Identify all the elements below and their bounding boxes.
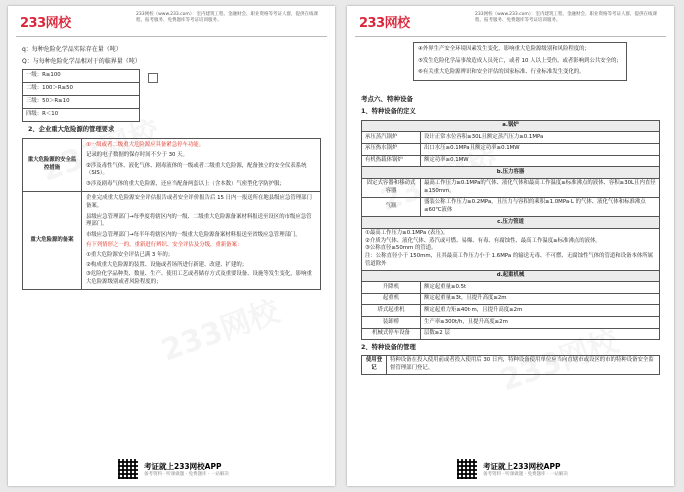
para: ④外界生产安全环境因素发生变化，影响重大危险源级别和风险程度的； [418,46,590,52]
page-header [16,9,327,37]
para: ②构成重大危险源的装置、设施或者场所进行新建、改建、扩建的； [86,261,248,268]
continued-cell [414,43,627,81]
para: 县级应急管理部门→每季度将辖区内的一级、二级重大危险源备案材料报送至设区的市级应急管理部门。 [86,213,312,228]
para: ②涉及毒性气体、液化气体、剧毒液体的一级或者二级重大危险源，配备独立的安全仪表系统（SIS）。 [86,162,307,177]
eq-name: 承压蒸汽锅炉 [362,132,421,144]
page-footer [8,458,335,480]
grade-cell: 二级：100＞R≥50 [23,83,140,96]
mgmt-title: 2、特种设备的管理 [361,344,416,352]
eq-name: 升降机 [362,282,421,294]
page-header [355,9,666,37]
eq-spec: 生产率≥300t/h，且提升高度≥2m [421,317,660,329]
para: ①一级或者二级重大危险源应具备紧急停车功能。 [86,141,205,148]
point-title: 考点六、特种设备 [361,94,413,103]
page-footer [347,458,674,480]
logo: 233网校 [20,16,71,31]
mgmt-table [361,355,660,375]
para: 注：公称直径小于 150mm，且其最高工作压力小于 1.6MPa 的输送无毒、不可燃、无腐蚀性气体的管道和设备本体所属管道除外 [365,253,654,267]
eq-name: 固定式容器和移动式容器 [362,178,421,197]
def-title: 1、特种设备的定义 [361,108,416,116]
eq-spec: 额定起重量≥3t，且提升高度≥2m [421,293,660,305]
special-equipment-table [361,120,660,340]
para: ③危险化学品种类、数量、生产、使用工艺或者储存方式及重要设备、设施等发生变化，影响重大危险源级别或者风险程度的； [86,271,312,285]
eq-spec: 额定起重力矩≥40t·m，且提升高度≥2m [421,305,660,317]
para: ②介质为气体、液化气体、蒸汽或可燃、易爆、有毒、有腐蚀性、最高工作温度≥标准沸点的液体。 [365,237,601,244]
footer-title: 考证就上233网校APP [483,462,561,471]
category-header: b.压力容器 [362,167,660,179]
expand-icon[interactable] [148,73,158,83]
eq-name: 装卸桥 [362,317,421,329]
header-text: 233网校（www.233.com）：室内建筑工程、金融财会、职业资格等考证人群，提供在线课程、报考服务、免费题库等考证培训服务。 [136,12,319,23]
left-page [8,6,335,486]
grade-table [22,69,140,122]
mgmt-label: 使用登记 [362,355,387,374]
eq-spec: 出口水压≥0.1MPa且额定功率≥0.1MW [421,143,660,155]
grade-cell: 三级：50＞R≥10 [23,96,140,109]
para: ①最高工作压力≥0.1MPa (表压)。 [365,230,449,237]
para: ③公称直径≥50mm 的管道。 [365,245,437,252]
eq-name: 气瓶 [362,197,421,216]
eq-name: 塔式起重机 [362,305,421,317]
grade-cell: 一级：R≥100 [23,70,140,83]
header-text: 233网校（www.233.com）：室内建筑工程、金融财会、职业资格等考证人群，提供在线课程、报考服务、免费题库等考证培训服务。 [475,12,658,23]
para: 有下列情形之一的，重新进行辨识、安全评估及分级，重新备案： [86,242,243,249]
row-content [82,138,321,192]
q-line: q：每种危险化学品实际存在量（吨） [22,46,122,53]
para: ⑥有关重大危险源辨识和安全评估的国家标准、行业标准发生变化的。 [418,69,585,76]
right-content [361,42,660,375]
category-header: c.压力管道 [362,217,660,229]
qr-code [457,459,477,479]
eq-spec: 最高工作压力≥0.1MPa的气体、液化气体和最高工作温度≥标准沸点的液体、容积≥30L且内直径≥150mm。 [421,178,660,197]
footer-title: 考证就上233网校APP [144,462,222,471]
eq-name: 机械式停车设备 [362,328,421,340]
eq-name: 有机热载体锅炉 [362,155,421,167]
footer-subtitle: 备考资料 · 听课做题 · 免费题库 · 一站解决 [483,472,568,477]
para: ③涉及剧毒气体的重大危险源，还应当配备两套以上（含本数）气密型化学防护服； [86,180,285,187]
row-label: 重大危险源的安全监控措施 [23,138,82,192]
row-content [82,192,321,290]
category-header: a.锅炉 [362,120,660,132]
section-title: 2、企业重大危险源的管理要求 [28,126,115,133]
para: 记录的电子数据的保存时间不少于 30 天。 [86,152,188,159]
footer-subtitle: 备考资料 · 听课做题 · 免费题库 · 一站解决 [144,472,229,477]
category-header: d.起重机械 [362,270,660,282]
eq-spec: 盛装公称工作压力≥0.2MPa，且压力与容积的乘积≥1.0MPa·L 的气体、液化气体和标准沸点≤60℃液体 [421,197,660,216]
continued-table [413,42,627,81]
para: 市级应急管理部门→每半年将辖区内的一级重大危险源备案材料报送至省级应急管理部门。 [86,231,301,238]
pipe-spec [362,228,660,270]
header-divider [355,36,666,37]
eq-spec: 额定功率≥0.1MW [421,155,660,167]
management-table [22,138,321,291]
eq-spec: 额定起重量≥0.5t [421,282,660,294]
eq-name: 承压热水锅炉 [362,143,421,155]
right-page [347,6,674,486]
eq-spec: 层数≥2 层 [421,328,660,340]
qr-code [118,459,138,479]
para: ⑤发生危险化学品事故造成人员死亡，或者 10 人以上受伤，或者影响到公共安全的； [418,57,622,64]
eq-spec: 设计正常水位容积≥30L且额定蒸汽压力≥0.1MPa [421,132,660,144]
logo: 233网校 [359,16,410,31]
para: ①重大危险源安全评估已满 3 年的； [86,252,174,259]
eq-name: 起重机 [362,293,421,305]
row-label: 重大危险源的备案 [23,192,82,290]
grade-cell: 四级：R＜10 [23,109,140,122]
mgmt-text: 特种设备在投入使用前或者投入使用后 30 日内，特种设备使用单位应当向直辖市或设区的市的特种设备安全监督管理部门登记。 [387,355,660,374]
left-content [22,42,321,290]
para: 企业完成重大危险源安全评估报告或者安全评价报告后 15 日内一报送所在地县级应急管理部门备案。 [86,195,312,210]
watermark [154,286,284,369]
q-line: Q：与每种危险化学品相对于的临界量（吨） [22,57,141,65]
header-divider [16,36,327,37]
